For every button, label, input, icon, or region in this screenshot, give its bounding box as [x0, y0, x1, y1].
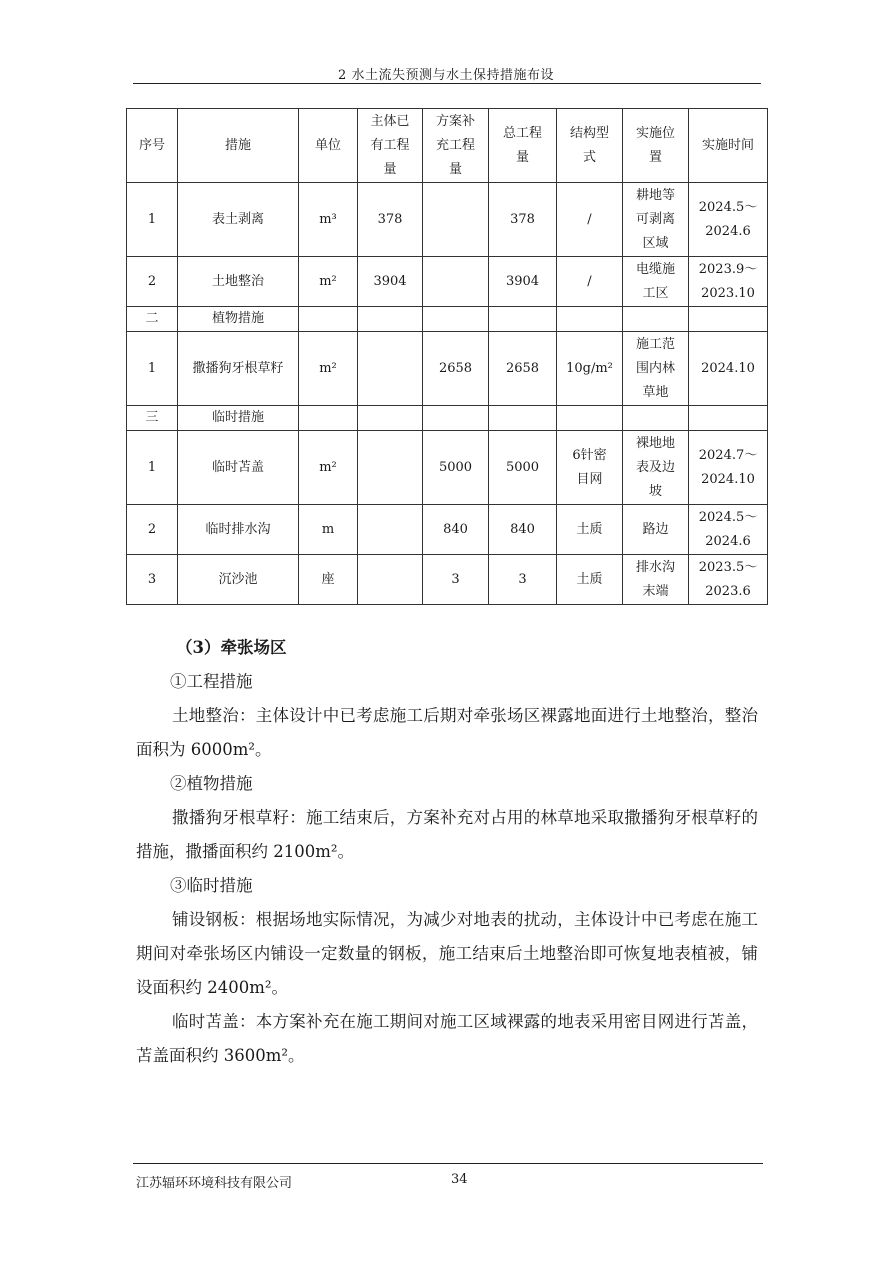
table-cell [623, 406, 689, 431]
table-cell [623, 555, 689, 605]
table-cell: 3 [423, 555, 489, 605]
table-cell [489, 406, 557, 431]
table-cell: 840 [423, 505, 489, 555]
table-header-text: 方案补充工程量 [435, 113, 475, 177]
table-cell [358, 431, 423, 505]
table-cell: 土质 [557, 505, 623, 555]
table-cell: 3904 [489, 257, 557, 307]
table-cell [689, 505, 768, 555]
table-row [127, 332, 768, 406]
table-cell-text: 裸地地表及边坡 [635, 435, 675, 499]
table-cell [623, 307, 689, 332]
table-cell [299, 307, 358, 332]
table-cell: 840 [489, 505, 557, 555]
table-header-row [127, 109, 768, 183]
engineering-heading: ①工程措施 [170, 672, 253, 691]
table-cell: / [557, 257, 623, 307]
table-cell [623, 257, 689, 307]
table-cell: 沉沙池 [178, 555, 299, 605]
table-cell [623, 332, 689, 406]
table-cell: m² [299, 257, 358, 307]
temporary-heading: ③临时措施 [170, 876, 253, 895]
table-header-cell [358, 109, 423, 183]
table-header-cell: 措施 [178, 109, 299, 183]
engineering-paragraph: 土地整治：主体设计中已考虑施工后期对牵张场区裸露地面进行土地整治，整治面积为 6000m²。 [136, 706, 758, 759]
table-cell: 2 [127, 505, 178, 555]
header-rule [133, 83, 761, 84]
table-cell [358, 505, 423, 555]
table-cell [623, 431, 689, 505]
table-cell [689, 307, 768, 332]
measures-table [126, 108, 768, 605]
footer-company: 江苏辐环环境科技有限公司 [136, 1176, 293, 1191]
table-cell: 5000 [423, 431, 489, 505]
table-cell [358, 406, 423, 431]
table-header-cell: 序号 [127, 109, 178, 183]
table-cell: m [299, 505, 358, 555]
table-cell: 路边 [623, 505, 689, 555]
table-header-cell [489, 109, 557, 183]
table-cell-text: 2023.5～2023.6 [698, 559, 758, 599]
table-row [127, 555, 768, 605]
table-row [127, 431, 768, 505]
table-cell-text: 耕地等可剥离区域 [635, 187, 675, 251]
table-cell: 2 [127, 257, 178, 307]
table-cell: 表土剥离 [178, 183, 299, 257]
table-cell: m² [299, 332, 358, 406]
table-cell-text: 6针密目网 [572, 447, 607, 487]
table-row [127, 183, 768, 257]
table-cell-text: 2024.5～2024.6 [698, 509, 758, 549]
table-cell: 1 [127, 183, 178, 257]
table-cell: m³ [299, 183, 358, 257]
table-cell: 座 [299, 555, 358, 605]
table-cell-text: 排水沟末端 [635, 559, 675, 599]
table-cell-text: 2023.9～2023.10 [698, 261, 758, 301]
table-header-text: 实施位置 [635, 125, 675, 165]
table-cell-text: 施工范围内林草地 [635, 336, 675, 400]
table-cell: 土地整治 [178, 257, 299, 307]
section-title: （3）牵张场区 [176, 638, 287, 657]
table-cell: 1 [127, 332, 178, 406]
page-header-title: 2 水土流失预测与水土保持措施布设 [338, 68, 554, 83]
table-section-row [127, 307, 768, 332]
table-header-cell [623, 109, 689, 183]
table-header-text: 主体已有工程量 [370, 113, 410, 177]
table-cell: 二 [127, 307, 178, 332]
table-cell: 1 [127, 431, 178, 505]
table-header-cell: 单位 [299, 109, 358, 183]
vegetation-paragraph: 撒播狗牙根草籽：施工结束后，方案补充对占用的林草地采取撒播狗牙根草籽的措施，撒播面积约 2100m²。 [136, 808, 758, 861]
table-cell [423, 307, 489, 332]
table-cell: 土质 [557, 555, 623, 605]
table-cell: 临时苫盖 [178, 431, 299, 505]
table-cell [423, 183, 489, 257]
table-cell: / [557, 183, 623, 257]
temporary-paragraph-2: 临时苫盖：本方案补充在施工期间对施工区域裸露的地表采用密目网进行苫盖，苫盖面积约 3600m²。 [136, 1012, 758, 1065]
table-cell [358, 555, 423, 605]
table-cell [689, 555, 768, 605]
table-row [127, 257, 768, 307]
table-cell-text: 2024.7～2024.10 [698, 447, 758, 487]
table-cell: m² [299, 431, 358, 505]
table-cell [557, 307, 623, 332]
table-cell: 临时排水沟 [178, 505, 299, 555]
temporary-paragraph-1: 铺设钢板：根据场地实际情况，为减少对地表的扰动，主体设计中已考虑在施工期间对牵张场区内铺设一定数量的钢板，施工结束后土地整治即可恢复地表植被，铺设面积约 2400m²。 [136, 910, 758, 997]
table-cell [623, 183, 689, 257]
table-cell-text: 电缆施工区 [635, 261, 675, 301]
table-cell [358, 307, 423, 332]
table-header-cell [423, 109, 489, 183]
table-cell: 2024.10 [689, 332, 768, 406]
table-cell [299, 406, 358, 431]
table-header-text: 结构型式 [569, 125, 609, 165]
table-cell: 3904 [358, 257, 423, 307]
page-number: 34 [451, 1172, 468, 1187]
table-cell-text: 2024.5～2024.6 [698, 199, 758, 239]
table-cell: 2658 [423, 332, 489, 406]
table-cell: 临时措施 [178, 406, 299, 431]
table-cell [689, 183, 768, 257]
table-header-text: 总工程量 [502, 125, 542, 165]
table-cell: 植物措施 [178, 307, 299, 332]
table-cell [689, 257, 768, 307]
table-header-cell: 实施时间 [689, 109, 768, 183]
table-cell [358, 332, 423, 406]
table-cell: 3 [489, 555, 557, 605]
table-cell [423, 406, 489, 431]
section-body [136, 631, 758, 1073]
table-section-row [127, 406, 768, 431]
table-cell: 378 [358, 183, 423, 257]
table-header-cell [557, 109, 623, 183]
table-cell: 撒播狗牙根草籽 [178, 332, 299, 406]
vegetation-heading: ②植物措施 [170, 774, 253, 793]
table-cell [489, 307, 557, 332]
table-cell: 2658 [489, 332, 557, 406]
table-cell [689, 431, 768, 505]
table-cell [689, 406, 768, 431]
table-cell [423, 257, 489, 307]
table-cell: 5000 [489, 431, 557, 505]
table-cell: 3 [127, 555, 178, 605]
table-cell [557, 406, 623, 431]
table-cell: 三 [127, 406, 178, 431]
table-cell: 378 [489, 183, 557, 257]
table-cell: 10g/m² [557, 332, 623, 406]
table-cell [557, 431, 623, 505]
table-row [127, 505, 768, 555]
footer-rule [133, 1163, 763, 1164]
